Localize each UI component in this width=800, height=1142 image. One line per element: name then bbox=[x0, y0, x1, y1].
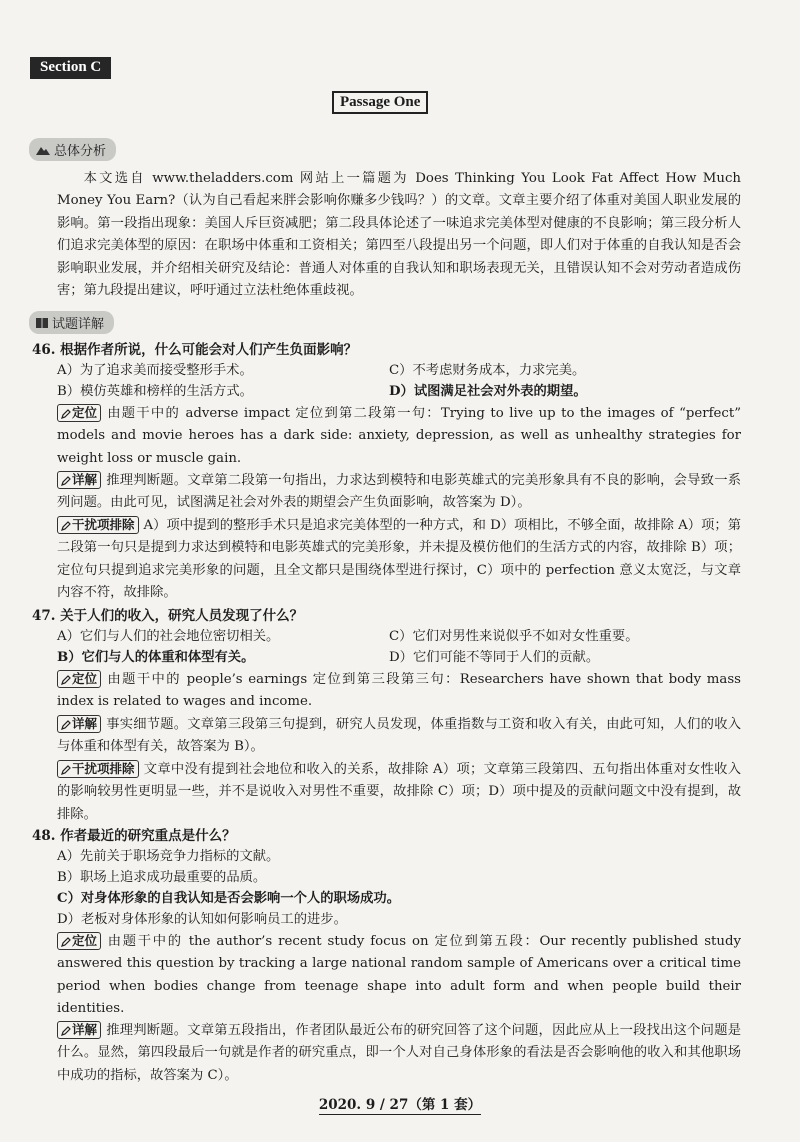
q46-option-d: D）试图满足社会对外表的期望。 bbox=[389, 384, 587, 399]
pen-icon bbox=[61, 1026, 71, 1036]
q48-option-a: A）先前关于职场竞争力指标的文献。 bbox=[57, 849, 280, 864]
distractor-tag: 干扰项排除 bbox=[57, 760, 139, 778]
book-icon bbox=[35, 317, 49, 329]
q48-locate: 定位 由题干中的 the author’s recent study focus on 定位到第五段：Our recently published study answered this question by tracking a large national random sample of Americans over a critical time period when bodies change from teenage shape into adult form and when people build their identities. bbox=[57, 933, 741, 1017]
locate-tag: 定位 bbox=[57, 404, 101, 422]
q46-option-c: C）不考虑财务成本，力求完美。 bbox=[389, 363, 586, 378]
pen-icon bbox=[61, 937, 71, 947]
q47-locate: 定位 由题干中的 people’s earnings 定位到第三段第三句：Researchers have shown that body mass index is related to wages and income. bbox=[57, 671, 741, 710]
page-footer-text: 2020. 9 / 27（第 1 套） bbox=[318, 1097, 482, 1113]
pen-icon bbox=[61, 765, 71, 775]
pen-icon bbox=[61, 675, 71, 685]
overview-badge-label: 总体分析 bbox=[54, 144, 107, 159]
q46-distractor: 干扰项排除 A）项中提到的整形手术只是追求完美体型的一种方式，和 D）项相比，不够全面，故排除 A）项；第二段第一句只是提到力求达到模特和电影英雄式的完美形象，并未提及模仿他们的生活方式的内容，故排除 B）项；定位句只提到追求完美形象的问题，且全文都只是围绕体型进行探讨，C）项中的 perfection 意义太宽泛，与文章内容不符，故排除。 bbox=[57, 517, 741, 601]
question-47-title: 47. 关于人们的收入，研究人员发现了什么？ bbox=[32, 608, 304, 624]
question-46-title: 46. 根据作者所说，什么可能会对人们产生负面影响？ bbox=[32, 342, 358, 358]
q48-option-d: D）老板对身体形象的认知如何影响员工的进步。 bbox=[57, 912, 347, 927]
q47-detail: 详解 事实细节题。文章第三段第三句提到，研究人员发现，体重指数与工资和收入有关，由此可知，人们的收入与体重和体型有关，故答案为 B）。 bbox=[57, 716, 741, 755]
q46-option-a: A）为了追求美而接受整形手术。 bbox=[57, 363, 253, 378]
pen-icon bbox=[61, 476, 71, 486]
pen-icon bbox=[61, 521, 71, 531]
q48-detail: 详解 推理判断题。文章第五段指出，作者团队最近公布的研究回答了这个问题，因此应从上一段找出这个问题是什么。显然，第四段最后一句就是作者的研究重点，即一个人对自己身体形象的看法是否会影响他的收入和其他职场中成功的指标，故答案为 C）。 bbox=[57, 1022, 741, 1083]
overview-badge bbox=[29, 138, 116, 161]
q46-locate: 定位 由题干中的 adverse impact 定位到第二段第一句：Trying to live up to the images of “perfect” models and movie heroes has a dark side: anxiety, depression, as well as unhealthy strategies for weight loss or muscle gain. bbox=[57, 405, 741, 466]
q48-option-b: B）职场上追求成功最重要的品质。 bbox=[57, 870, 267, 885]
locate-tag: 定位 bbox=[57, 670, 101, 688]
q47-option-d: D）它们可能不等同于人们的贡献。 bbox=[389, 650, 600, 665]
passage-title: Passage One bbox=[332, 91, 428, 114]
detail-tag: 详解 bbox=[57, 471, 101, 489]
q46-option-b: B）模仿英雄和榜样的生活方式。 bbox=[57, 384, 253, 399]
detail-tag: 详解 bbox=[57, 715, 101, 733]
section-label: Section C bbox=[30, 57, 111, 79]
pen-icon bbox=[61, 409, 71, 419]
mountain-icon bbox=[35, 144, 51, 156]
q47-option-c: C）它们对男性来说似乎不如对女性重要。 bbox=[389, 629, 639, 644]
q48-option-c: C）对身体形象的自我认知是否会影响一个人的职场成功。 bbox=[57, 891, 401, 906]
q46-detail: 详解 推理判断题。文章第二段第一句指出，力求达到模特和电影英雄式的完美形象具有不良的影响，会导致一系列问题。由此可见，试图满足社会对外表的期望会产生负面影响，故答案为 D）。 bbox=[57, 472, 741, 511]
detail-tag: 详解 bbox=[57, 1021, 101, 1039]
locate-tag: 定位 bbox=[57, 932, 101, 950]
question-48-title: 48. 作者最近的研究重点是什么？ bbox=[32, 828, 236, 844]
q47-option-b: B）它们与人的体重和体型有关。 bbox=[57, 650, 255, 665]
pen-icon bbox=[61, 720, 71, 730]
q47-distractor: 干扰项排除 文章中没有提到社会地位和收入的关系，故排除 A）项；文章第三段第四、五句指出体重对女性收入的影响较男性更明显一些，并不是说收入对男性不重要，故排除 C）项；D）项中提及的贡献问题文中没有提到，故排除。 bbox=[57, 761, 741, 822]
page-footer bbox=[0, 1093, 800, 1113]
distractor-tag: 干扰项排除 bbox=[57, 516, 139, 534]
details-badge-label: 试题详解 bbox=[52, 317, 105, 332]
details-badge bbox=[29, 311, 114, 334]
q47-option-a: A）它们与人们的社会地位密切相关。 bbox=[57, 629, 280, 644]
overview-text: 本文选自 www.theladders.com 网站上一篇题为 Does Thinking You Look Fat Affect How Much Money You Earn?（认为自己看起来胖会影响你赚多少钱吗？）的文章。文章主要介绍了体重对美国人职业发展的影响。第一段指出现象：美国人斥巨资减肥；第二段具体论述了一味追求完美体型对健康的不良影响；第三段分析人们追求完美体型的原因：在职场中体重和工资相关；第四至八段提出另一个问题，即人们对于体重的自我认知是否会影响职业发展，并介绍相关研究及结论：普通人对体重的自我认知和职场表现无关，且错误认知不会对劳动者造成伤害；第九段提出建议，呼吁通过立法杜绝体重歧视。 bbox=[57, 171, 741, 299]
